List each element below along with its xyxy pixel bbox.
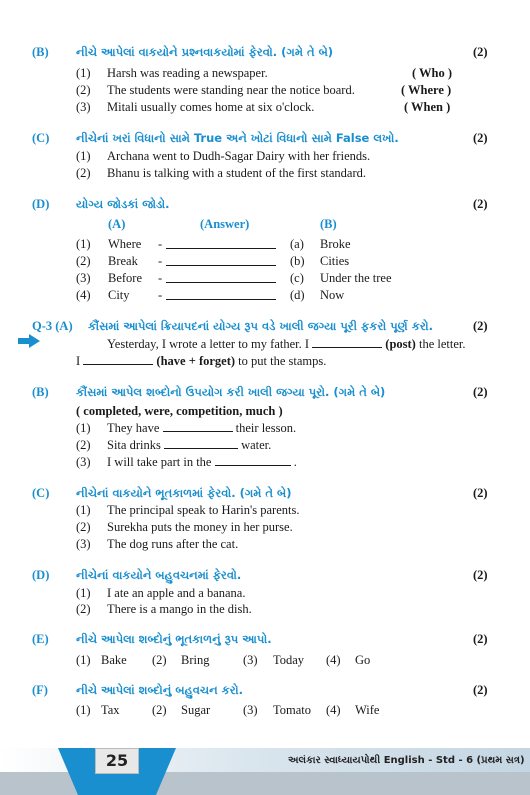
column-header: (A)	[108, 217, 126, 231]
word-num: (4)	[326, 703, 341, 717]
fill-item	[107, 421, 296, 436]
word: Tomato	[273, 703, 312, 717]
item-text: There is a mango in the dish.	[107, 602, 252, 616]
answer-blank[interactable]	[166, 289, 276, 300]
row-num: (4)	[76, 288, 91, 302]
answer-blank[interactable]	[83, 354, 153, 365]
passage-text	[107, 337, 465, 352]
row-a: Before	[108, 271, 143, 285]
row-bnum: (d)	[290, 288, 305, 302]
fill-item	[107, 438, 271, 453]
section-tag: (D)	[32, 568, 50, 582]
page-number: 25	[95, 748, 139, 774]
item-num: (3)	[76, 537, 91, 551]
verb-hint: (post)	[385, 337, 416, 351]
row-a: City	[108, 288, 130, 302]
section-tag: (C)	[32, 486, 50, 500]
section-tag: (F)	[32, 683, 48, 697]
marks: (2)	[473, 45, 488, 59]
item-num: (1)	[76, 66, 91, 80]
item-num: (1)	[76, 586, 91, 600]
book-title: અલંકાર સ્વાધ્યાયપોથી English - Std - 6 (પ્રથમ સત્ર)	[288, 755, 525, 766]
marks: (2)	[473, 197, 488, 211]
section-title: કૌંસમાં આપેલ શબ્દોનો ઉપયોગ કરી ખાલી જગ્યા પૂરો. (ગમે તે બે)	[76, 385, 386, 399]
fill-item	[107, 455, 297, 470]
row-b: Broke	[320, 237, 351, 251]
column-header: (B)	[320, 217, 337, 231]
question-tag: Q-3 (A)	[32, 319, 73, 333]
row-bnum: (c)	[290, 271, 304, 285]
fill-part: their lesson.	[235, 421, 297, 435]
word: Wife	[355, 703, 380, 717]
column-header: (Answer)	[200, 217, 250, 231]
marks: (2)	[473, 319, 488, 333]
marks: (2)	[473, 568, 488, 582]
item-text: Harsh was reading a newspaper.	[107, 66, 268, 80]
word: Tax	[101, 703, 120, 717]
row-bnum: (a)	[290, 237, 304, 251]
verb-hint: (have + forget)	[156, 354, 236, 368]
item-num: (2)	[76, 438, 91, 452]
answer-blank[interactable]	[166, 255, 276, 266]
word: Bake	[101, 653, 127, 667]
item-text: The dog runs after the cat.	[107, 537, 239, 551]
section-tag: (E)	[32, 632, 49, 646]
section-title: નીચેનાં વાકયોને ભૂતકાળમાં ફેરવો. (ગમે તે બે)	[76, 486, 292, 500]
section-tag: (D)	[32, 197, 50, 211]
right-arrow-icon	[18, 334, 40, 348]
answer-blank[interactable]	[215, 455, 291, 466]
row-dash: -	[158, 254, 163, 268]
section-title: નીચે આપેલાં શબ્દોનું બહુવચન કરો.	[76, 683, 243, 697]
word: Go	[355, 653, 371, 667]
item-num: (2)	[76, 83, 91, 97]
row-num: (2)	[76, 254, 91, 268]
passage-part: the letter.	[418, 337, 466, 351]
row-b: Under the tree	[320, 271, 392, 285]
item-hint: ( Where )	[401, 83, 452, 97]
item-hint: ( When )	[404, 100, 451, 114]
answer-blank[interactable]	[312, 337, 382, 348]
marks: (2)	[473, 486, 488, 500]
passage-part: to put the stamps.	[238, 354, 327, 368]
row-b: Now	[320, 288, 345, 302]
word-num: (1)	[76, 703, 91, 717]
fill-part: I will take part in the	[107, 455, 212, 469]
passage-part: Yesterday, I wrote a letter to my father. I	[107, 337, 310, 351]
item-num: (1)	[76, 149, 91, 163]
word-num: (3)	[243, 703, 258, 717]
answer-blank[interactable]	[166, 238, 276, 249]
word-num: (3)	[243, 653, 258, 667]
section-title: નીચે આપેલા શબ્દોનું ભૂતકાળનું રૂપ આપો.	[76, 632, 272, 646]
word-num: (2)	[152, 653, 167, 667]
word-num: (1)	[76, 653, 91, 667]
item-num: (2)	[76, 520, 91, 534]
word-num: (2)	[152, 703, 167, 717]
word: Bring	[181, 653, 210, 667]
item-text: Surekha puts the money in her purse.	[107, 520, 293, 534]
fill-part: water.	[241, 438, 272, 452]
marks: (2)	[473, 385, 488, 399]
row-b: Cities	[320, 254, 350, 268]
section-tag: (B)	[32, 45, 49, 59]
question-title: કૌંસમાં આપેલાં ક્રિયાપદનાં યોગ્ય રૂપ વડે ખાલી જગ્યા પૂરી ફકરો પૂર્ણ કરો.	[88, 319, 434, 333]
row-a: Where	[108, 237, 142, 251]
fill-part: Sita drinks	[107, 438, 161, 452]
marks: (2)	[473, 632, 488, 646]
item-text: The principal speak to Harin's parents.	[107, 503, 300, 517]
fill-part: They have	[107, 421, 160, 435]
marks: (2)	[473, 131, 488, 145]
item-num: (1)	[76, 421, 91, 435]
item-num: (2)	[76, 166, 91, 180]
row-num: (1)	[76, 237, 91, 251]
word: Today	[273, 653, 305, 667]
word: Sugar	[181, 703, 211, 717]
row-bnum: (b)	[290, 254, 305, 268]
marks: (2)	[473, 683, 488, 697]
answer-blank[interactable]	[166, 272, 276, 283]
word-num: (4)	[326, 653, 341, 667]
item-text: The students were standing near the notice board.	[107, 83, 355, 97]
answer-blank[interactable]	[163, 421, 233, 432]
item-text: Mitali usually comes home at six o'clock.	[107, 100, 315, 114]
item-num: (1)	[76, 503, 91, 517]
item-text: Archana went to Dudh-Sagar Dairy with her friends.	[107, 149, 371, 163]
answer-blank[interactable]	[164, 438, 238, 449]
passage-part: I	[76, 354, 81, 368]
section-title: નીચેનાં વાકયોને બહુવચનમાં ફેરવો.	[76, 568, 242, 582]
fill-part: .	[293, 455, 297, 469]
row-dash: -	[158, 271, 163, 285]
row-dash: -	[158, 288, 163, 302]
item-text: I ate an apple and a banana.	[107, 586, 246, 600]
section-title: નીચે આપેલાં વાકયોને પ્રશ્નવાકયોમાં ફેરવો. (ગમે તે બે)	[76, 45, 334, 59]
section-title: નીચેનાં ખરાં વિધાનો સામે True અને ખોટાં વિધાનો સામે False લખો.	[76, 131, 399, 145]
word-bank: ( completed, were, competition, much )	[76, 404, 283, 418]
section-title: યોગ્ય જોડકાં જોડો.	[76, 197, 170, 211]
item-num: (3)	[76, 455, 91, 469]
section-tag: (B)	[32, 385, 49, 399]
row-a: Break	[108, 254, 138, 268]
row-num: (3)	[76, 271, 91, 285]
passage-text	[76, 354, 326, 369]
row-dash: -	[158, 237, 163, 251]
item-num: (2)	[76, 602, 91, 616]
section-tag: (C)	[32, 131, 50, 145]
item-num: (3)	[76, 100, 91, 114]
item-hint: ( Who )	[412, 66, 453, 80]
item-text: Bhanu is talking with a student of the first standard.	[107, 166, 366, 180]
